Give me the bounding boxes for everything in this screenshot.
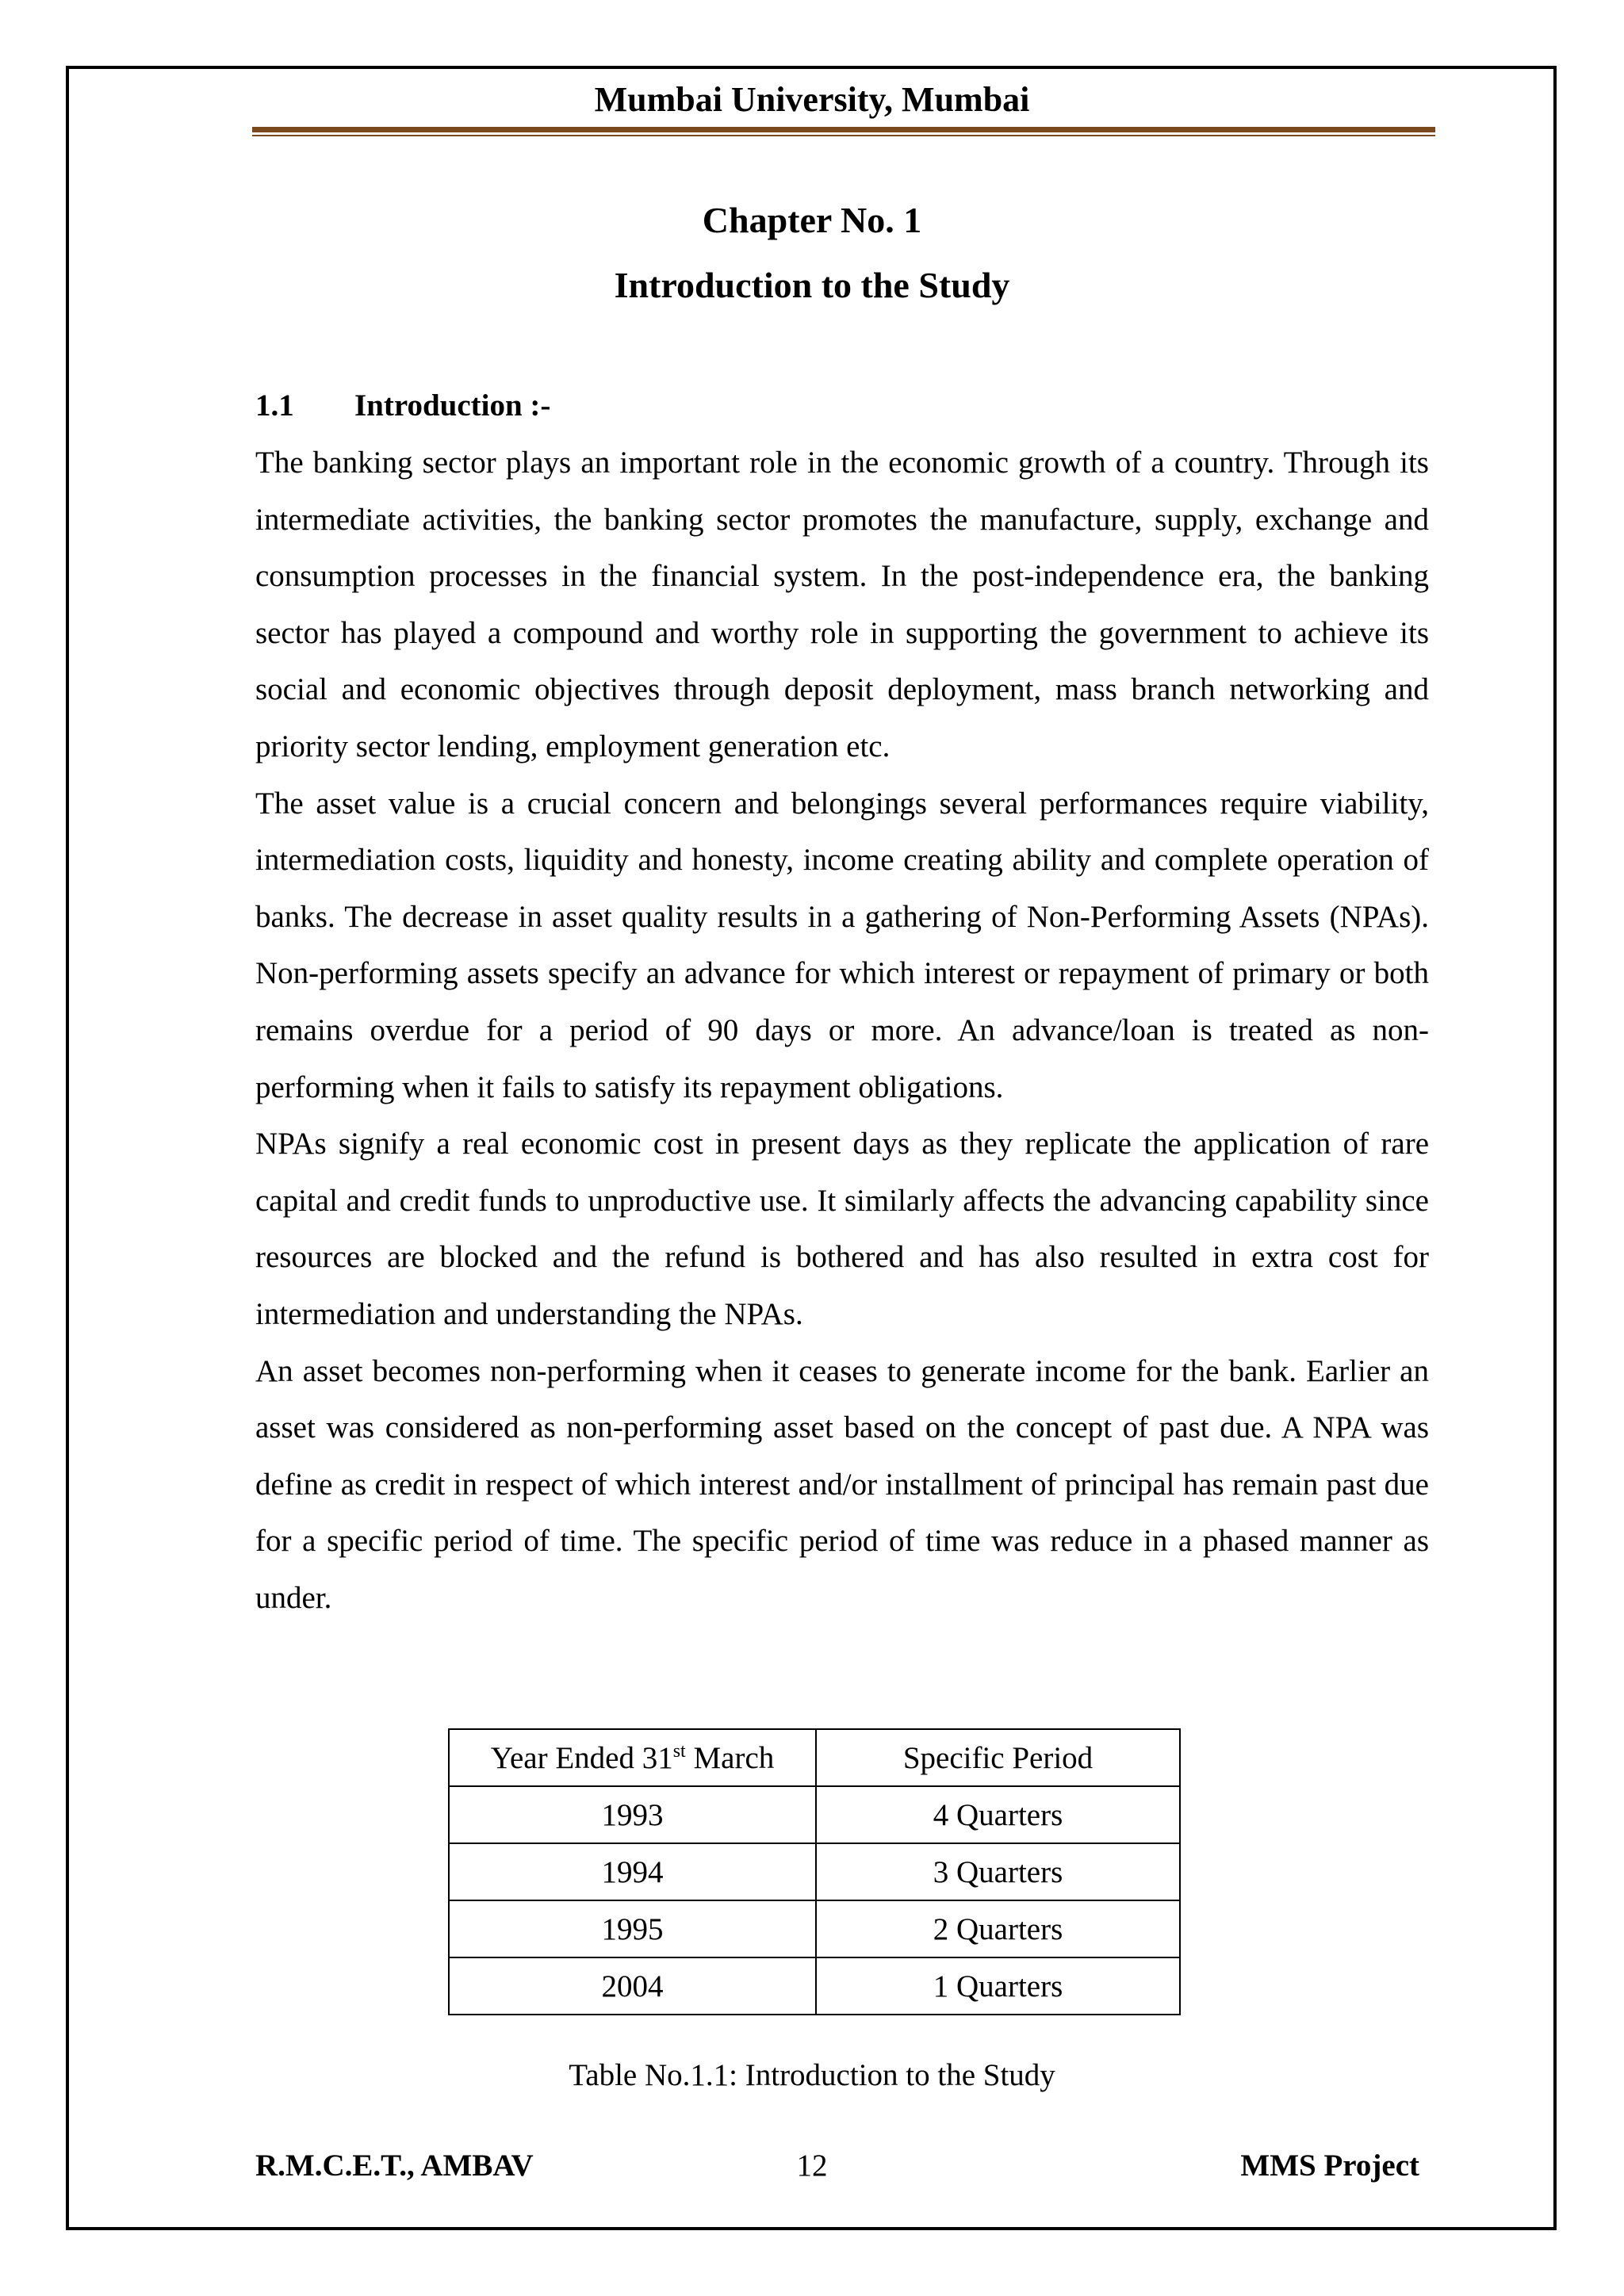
table-cell-period: 3 Quarters <box>816 1843 1180 1900</box>
column-header-period: Specific Period <box>816 1729 1180 1786</box>
paragraph: An asset becomes non-performing when it ceases to generate income for the bank. Earlier an asset was considered as non-performing asset based on the concept of past due. A NPA was define as credit in respect of which interest and/or installment of principal has remain past due for a specific period of time. The specific period of time was reduce in a phased manner as under. <box>255 1353 1429 1615</box>
page-header-title: Mumbai University, Mumbai <box>594 80 1030 119</box>
table-cell-period: 4 Quarters <box>816 1786 1180 1843</box>
paragraph: NPAs signify a real economic cost in present days as they replicate the application of rare capital and credit funds to unproductive use. It similarly affects the advancing capability since resources are blocked and the refund is bothered and has also resulted in extra cost for intermediation and understanding the NPAs. <box>255 1127 1429 1331</box>
paragraph: The banking sector plays an important role in the economic growth of a country. Through its intermediate activities, the banking sector promotes the manufacture, supply, exchange and consumption processes in the financial system. In the post-independence era, the banking sector has played a compound and worthy role in supporting the government to achieve its social and economic objectives through deposit deployment, mass branch networking and priority sector lending, employment generation etc. <box>255 446 1429 763</box>
table-row <box>449 1957 1180 2015</box>
table-caption: Table No.1.1: Introduction to the Study <box>569 2058 1055 2092</box>
section-heading <box>255 384 550 428</box>
table-cell-year: 1993 <box>449 1786 816 1843</box>
table-cell-year: 2004 <box>449 1957 816 2015</box>
table-cell-year: 1994 <box>449 1843 816 1900</box>
header-divider-thin <box>252 135 1435 136</box>
column-header-year: Year Ended 31st March <box>449 1729 816 1786</box>
body-text <box>255 434 1429 1626</box>
footer-institution: R.M.C.E.T., AMBAV <box>255 2149 534 2183</box>
footer-project: MMS Project <box>1240 2149 1419 2183</box>
table-cell-period: 1 Quarters <box>816 1957 1180 2015</box>
header-divider <box>252 127 1435 132</box>
table-row <box>449 1843 1180 1900</box>
table-cell-year: 1995 <box>449 1900 816 1957</box>
table-row <box>449 1900 1180 1957</box>
chapter-number: Chapter No. 1 <box>702 200 922 240</box>
section-number: 1.1 <box>255 388 294 423</box>
section-title: Introduction :- <box>354 388 551 423</box>
table-row <box>449 1786 1180 1843</box>
table-header-row <box>449 1729 1180 1786</box>
chapter-title: Introduction to the Study <box>614 265 1010 305</box>
table-cell-period: 2 Quarters <box>816 1900 1180 1957</box>
paragraph: The asset value is a crucial concern and belongings several performances require viability, intermediation costs, liquidity and honesty, income creating ability and complete operation of banks. The decrease in asset quality results in a gathering of Non-Performing Assets (NPAs). Non-performing assets specify an advance for which interest or repayment of primary or both remains overdue for a period of 90 days or more. An advance/loan is treated as non-performing when it fails to satisfy its repayment obligations. <box>255 786 1429 1104</box>
footer-page-number: 12 <box>796 2149 828 2183</box>
npa-period-table <box>448 1728 1181 2015</box>
